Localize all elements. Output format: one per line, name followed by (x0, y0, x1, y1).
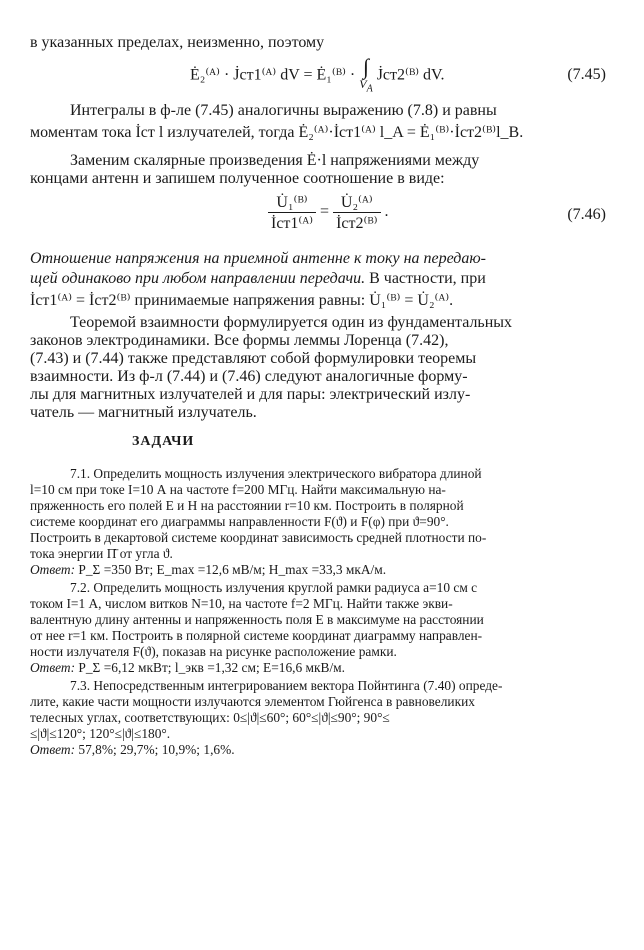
section-heading: ЗАДАЧИ (132, 434, 195, 449)
text-line: щей одинаково при любом направлении передачи. В частности, при (30, 270, 486, 287)
problem-line: 7.3. Непосредственным интегрированием вектора Пойнтинга (7.40) опреде- (70, 678, 503, 693)
text-line: Отношение напряжения на приемной антенне к току на передаю- (30, 250, 487, 267)
text-line: Интегралы в ф-ле (7.45) аналогичны выражению (7.8) и равны (70, 102, 497, 119)
integral-sign-a: ∫ $V_A$ (359, 54, 373, 95)
problem-line: 7.1. Определить мощность излучения электрического вибратора длиной (70, 466, 482, 481)
equation-part: Ė₂⁽ᴬ⁾ · J̇ст1⁽ᴬ⁾ dV = Ė₁⁽ᴮ⁾ · (190, 66, 356, 84)
problem-line: тока энергии Π̄ от угла ϑ. (30, 546, 173, 561)
problem-line: лите, какие части мощности излучаются элементом Гюйгенса в равновеликих (30, 694, 475, 709)
problem-line: от нее r=1 км. Построить в полярной системе координат диаграмму направлен- (30, 628, 483, 643)
text-line: моментам тока İст l излучателей, тогда Ė₂⁽ᴬ⁾·İст1⁽ᴬ⁾ l_A = Ė₁⁽ᴮ⁾·İст2⁽ᴮ⁾l_B. (30, 124, 524, 141)
answer-line: Ответ: P_Σ =350 Вт; E_max =12,6 мВ/м; H_max =33,3 мкА/м. (30, 562, 387, 577)
problem-line: телесных углах, соответствующих: 0≤|ϑ|≤60°; 60°≤|ϑ|≤90°; 90°≤ (30, 710, 390, 725)
equation-number: (7.46) (567, 206, 606, 223)
equals-sign: = (320, 203, 330, 221)
problem-line: валентную длину антенны и напряженность поля E в максимуме на расстоянии (30, 612, 484, 627)
text-line: (7.43) и (7.44) также представляют собой формулировки теоремы (30, 350, 477, 367)
text-line: лы для магнитных излучателей и для пары: электрический излу- (30, 386, 471, 403)
problem-line: током I=1 А, числом витков N=10, на частоте f=2 МГц. Найти также экви- (30, 596, 453, 611)
text-line: Заменим скалярные произведения Ė·l напряжениями между (70, 152, 480, 169)
answer-line: Ответ: P_Σ =6,12 мкВт; l_экв =1,32 см; E=16,6 мкВ/м. (30, 660, 345, 675)
problem-line: пряженность его полей E и H на расстоянии r=10 км. Построить в полярной (30, 498, 464, 513)
text-line: Теоремой взаимности формулируется один из фундаментальных (70, 314, 513, 331)
text-line: в указанных пределах, неизменно, поэтому (30, 34, 325, 51)
equation-number: (7.45) (567, 66, 606, 83)
text-line: чатель — магнитный излучатель. (30, 404, 257, 421)
problem-line: l=10 см при токе I=10 А на частоте f=200 МГц. Найти максимальную на- (30, 482, 446, 497)
answer-line: Ответ: 57,8%; 29,7%; 10,9%; 1,6%. (30, 742, 235, 757)
equation-part: J̇ст2⁽ᴮ⁾ dV. (376, 66, 445, 84)
problem-line: системе координат его диаграммы направленности F(ϑ) и F(φ) при ϑ=90°. (30, 514, 449, 529)
equation-7-46 (268, 192, 389, 233)
problem-line: ности излучателя F(ϑ), показав на рисунке расположение рамки. (30, 644, 397, 659)
problem-line: ≤|ϑ|≤120°; 120°≤|ϑ|≤180°. (30, 726, 171, 741)
fraction-right: $\frac{\text{U̇₂⁽ᴬ⁾}}{\text{İст2⁽ᴮ⁾}}$ (333, 192, 380, 233)
text-line: законов электродинамики. Все формы леммы Лоренца (7.42), (30, 332, 449, 349)
problem-line: 7.2. Определить мощность излучения круглой рамки радиуса a=10 см с (70, 580, 478, 595)
text-line: концами антенн и запишем полученное соотношение в виде: (30, 170, 445, 187)
equation-7-45 (190, 56, 445, 95)
fraction-left: $\frac{\text{U̇₁⁽ᴮ⁾}}{\text{İст1⁽ᴬ⁾}}$ (268, 192, 316, 233)
text-line: взаимности. Из ф-л (7.44) и (7.46) следуют аналогичные форму- (30, 368, 468, 385)
equation-dot: . (384, 203, 389, 221)
problem-line: Построить в декартовой системе координат зависимость средней плотности по- (30, 530, 487, 545)
text-line: İст1⁽ᴬ⁾ = İст2⁽ᴮ⁾ принимаемые напряжения равны: U̇₁⁽ᴮ⁾ = U̇₂⁽ᴬ⁾. (30, 292, 454, 309)
